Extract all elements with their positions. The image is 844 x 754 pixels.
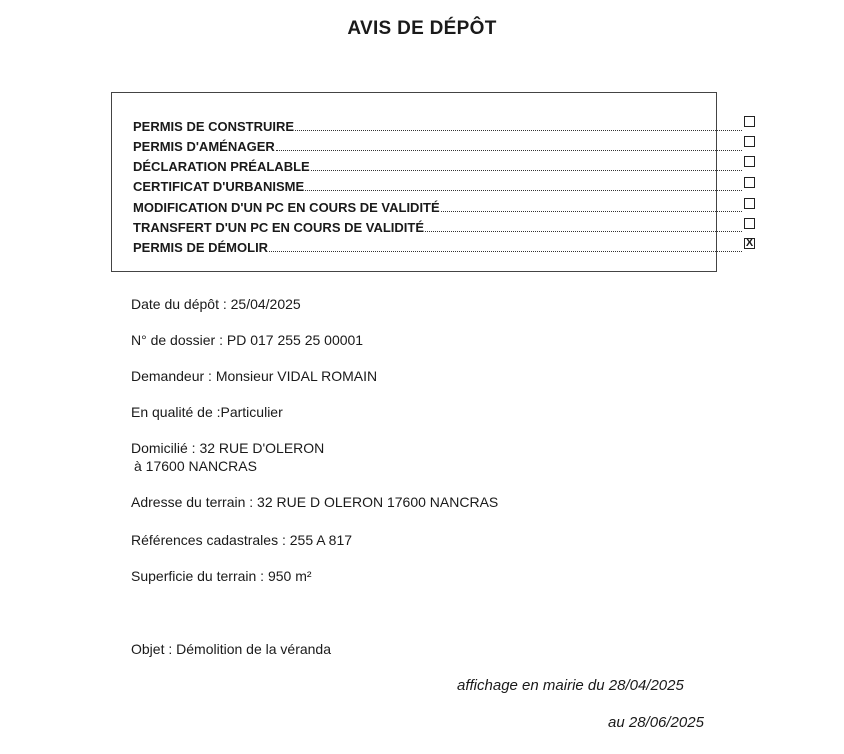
domicile-line1: Domicilié : 32 RUE D'OLERON [131,440,325,456]
permit-label: PERMIS DE DÉMOLIR [133,240,269,255]
dot-leader [311,170,742,171]
dot-leader [305,190,742,191]
checkbox-permis-amenager[interactable] [744,136,755,147]
permit-row-amenager [133,137,744,154]
adresse-terrain: Adresse du terrain : 32 RUE D OLERON 17600 NANCRAS [131,494,499,510]
permit-label: PERMIS DE CONSTRUIRE [133,119,295,134]
permit-label: CERTIFICAT D'URBANISME [133,179,305,194]
date-depot: Date du dépôt : 25/04/2025 [131,296,301,312]
checkbox-permis-construire[interactable] [744,116,755,127]
checkbox-certificat-urbanisme[interactable] [744,177,755,188]
permit-label: TRANSFERT D'UN PC EN COURS DE VALIDITÉ [133,220,425,235]
dot-leader [441,211,742,212]
affichage-date-end: au 28/06/2025 [608,714,704,731]
objet: Objet : Démolition de la véranda [131,641,331,657]
checkbox-declaration-prealable[interactable] [744,156,755,167]
permit-row-construire [133,117,744,134]
checkbox-modification-pc[interactable] [744,198,755,209]
affichage-date-start: affichage en mairie du 28/04/2025 [457,677,684,694]
references-cadastrales: Références cadastrales : 255 A 817 [131,532,353,548]
permit-row-certificat [133,177,744,194]
permit-label: MODIFICATION D'UN PC EN COURS DE VALIDITÉ [133,200,440,215]
dot-leader [276,150,742,151]
permit-row-modification [133,198,744,215]
permit-row-demolir [133,238,744,255]
permit-row-transfert [133,218,744,235]
dot-leader [269,251,742,252]
dot-leader [425,231,742,232]
page-title: AVIS DE DÉPÔT [347,18,497,39]
permit-row-declaration [133,157,744,174]
checkbox-transfert-pc[interactable] [744,218,755,229]
demandeur: Demandeur : Monsieur VIDAL ROMAIN [131,368,378,384]
permit-label: DÉCLARATION PRÉALABLE [133,159,310,174]
superficie-terrain: Superficie du terrain : 950 m² [131,568,312,584]
numero-dossier: N° de dossier : PD 017 255 25 00001 [131,332,364,348]
permit-label: PERMIS D'AMÉNAGER [133,139,275,154]
dot-leader [295,130,742,131]
domicile-line2: à 17600 NANCRAS [134,458,257,474]
checkbox-permis-demolir[interactable]: X [745,237,754,249]
qualite: En qualité de :Particulier [131,404,283,420]
